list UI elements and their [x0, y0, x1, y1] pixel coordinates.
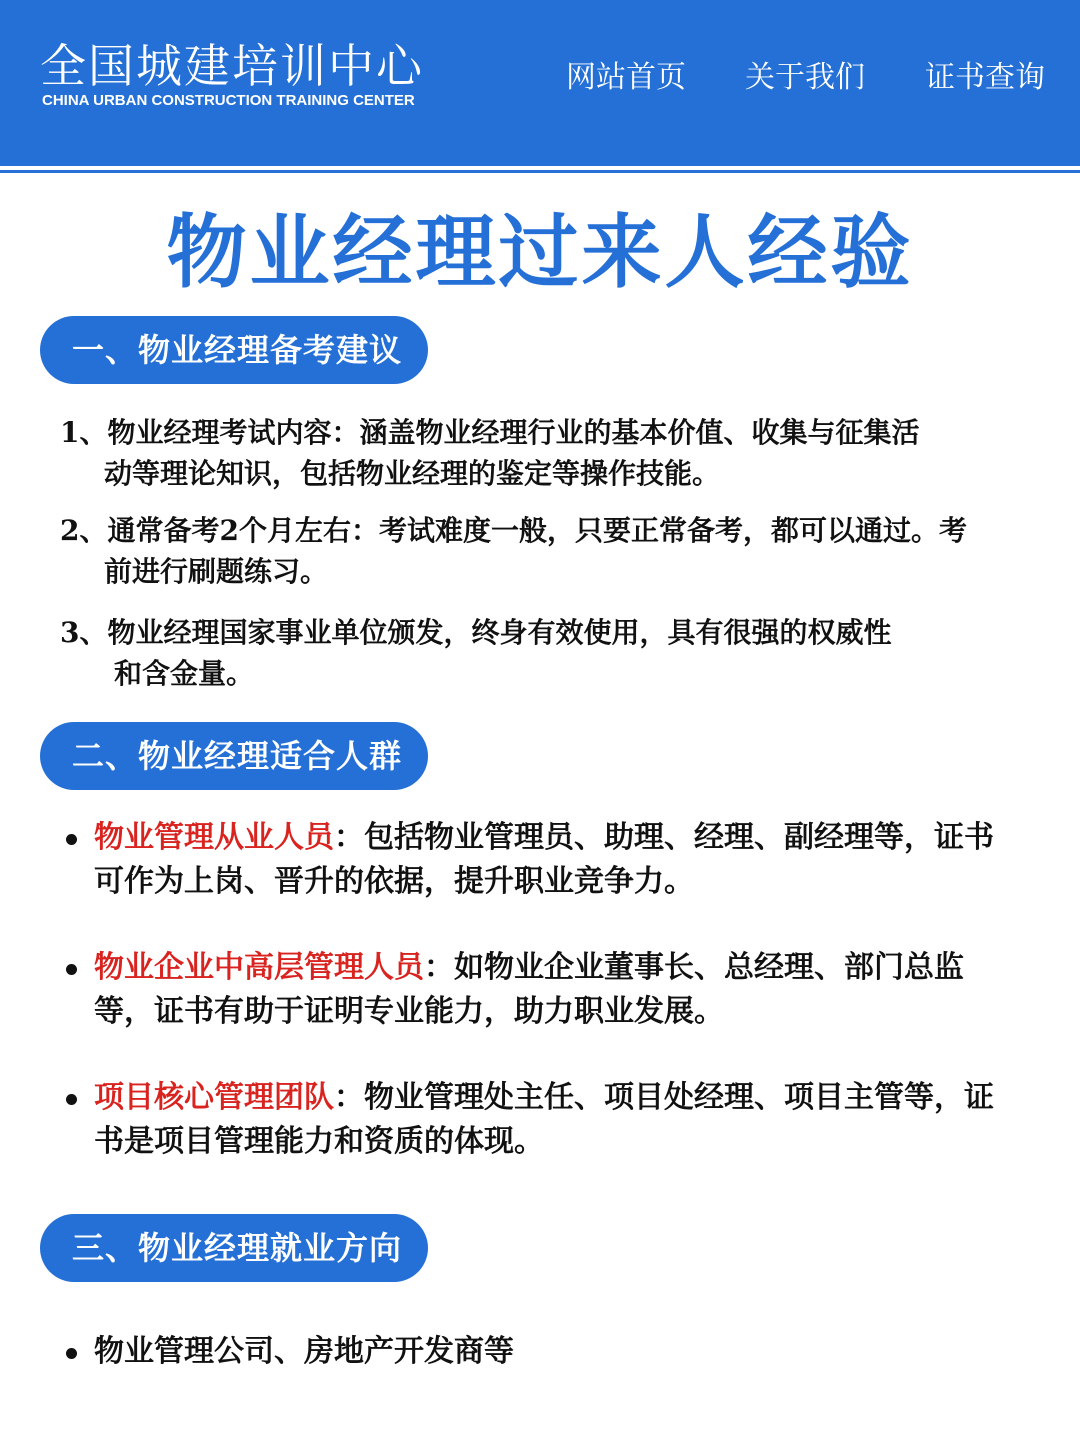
body-text: 等，证书有助于证明专业能力，助力职业发展。 — [94, 994, 724, 1029]
list-item-line: 2、通常备考2个月左右：考试难度一般，只要正常备考，都可以通过。考 — [60, 514, 967, 547]
highlight-text: 物业管理从业人员 — [94, 820, 334, 855]
body-text: 物业管理公司、房地产开发商等 — [94, 1334, 514, 1369]
bullet-text — [94, 1076, 994, 1164]
nav-about[interactable]: 关于我们 — [745, 60, 865, 95]
page-title: 物业经理过来人经验 — [166, 206, 914, 299]
highlight-text: 项目核心管理团队 — [94, 1080, 334, 1115]
list-item-line: 3、物业经理国家事业单位颁发，终身有效使用，具有很强的权威性 — [60, 616, 892, 649]
list-item — [60, 612, 892, 694]
section-heading-career-direction: 三、物业经理就业方向 — [40, 1214, 428, 1282]
list-item — [60, 412, 920, 494]
body-text: ：物业管理处主任、项目处经理、项目主管等，证 — [334, 1080, 994, 1115]
list-item-line: 和含金量。 — [114, 657, 255, 690]
bullet-text — [94, 816, 994, 904]
bullet-text — [94, 946, 964, 1034]
brand-title[interactable]: 全国城建培训中心 — [40, 39, 424, 93]
bullet-icon — [66, 1348, 77, 1359]
list-item-line: 前进行刷题练习。 — [104, 555, 329, 588]
nav-certificate-query[interactable]: 证书查询 — [925, 60, 1045, 95]
body-text: 可作为上岗、晋升的依据，提升职业竞争力。 — [94, 864, 694, 899]
body-text: ：如物业企业董事长、总经理、部门总监 — [424, 950, 964, 985]
top-nav — [0, 52, 1080, 95]
bullet-icon — [66, 964, 77, 975]
brand-subtitle: CHINA URBAN CONSTRUCTION TRAINING CENTER — [42, 92, 415, 109]
section-heading-target-audience: 二、物业经理适合人群 — [40, 722, 428, 790]
bullet-icon — [66, 1094, 77, 1105]
list-item-line: 1、物业经理考试内容：涵盖物业经理行业的基本价值、收集与征集活 — [60, 416, 920, 449]
nav-home[interactable]: 网站首页 — [566, 60, 686, 95]
bullet-icon — [66, 834, 77, 845]
body-text: ：包括物业管理员、助理、经理、副经理等，证书 — [334, 820, 994, 855]
list-item-line: 动等理论知识，包括物业经理的鉴定等操作技能。 — [104, 457, 721, 490]
list-item — [60, 510, 967, 592]
section-heading-exam-advice: 一、物业经理备考建议 — [40, 316, 428, 384]
body-text: 书是项目管理能力和资质的体现。 — [94, 1124, 544, 1159]
highlight-text: 物业企业中高层管理人员 — [94, 950, 424, 985]
header-divider — [0, 170, 1080, 173]
